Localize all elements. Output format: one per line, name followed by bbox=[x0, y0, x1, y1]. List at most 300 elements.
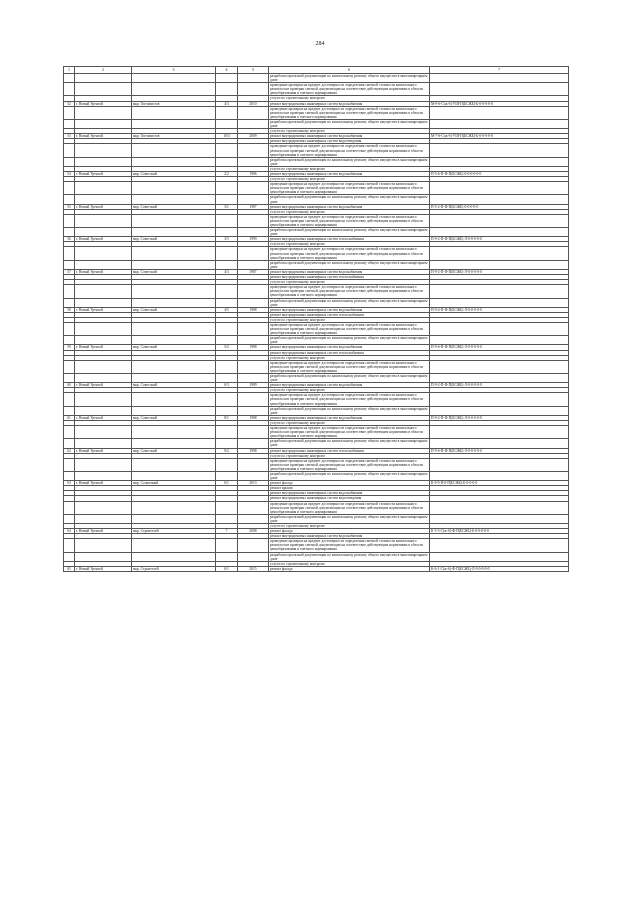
street-cell bbox=[132, 298, 216, 307]
building-code-cell bbox=[430, 119, 569, 128]
work-type-cell: ремонт внутридомовых инженерных систем водоснабжения bbox=[269, 491, 430, 496]
city-cell bbox=[75, 439, 132, 448]
header-cell: 5 bbox=[238, 67, 269, 74]
work-type-cell: услуги по строительному контролю bbox=[269, 420, 430, 425]
work-type-cell: услуги по строительному контролю bbox=[269, 355, 430, 360]
year-built-cell bbox=[238, 260, 269, 269]
work-type-cell: проведение проверки на предмет достоверности определения сметной стоимости капитального ремонта или проверки сметной документации на соответствие действующим нормативам в области ценообразования и сметного нормирования bbox=[269, 247, 430, 260]
street-cell: мкр. Советский bbox=[132, 307, 216, 312]
table-row bbox=[64, 119, 569, 128]
building-code-cell bbox=[430, 322, 569, 335]
work-type-cell: услуги по строительному контролю bbox=[269, 242, 430, 247]
work-type-cell: проведение проверки на предмет достоверности определения сметной стоимости капитального ремонта или проверки сметной документации на соответствие действующим нормативам в области ценообразования и сметного нормирования bbox=[269, 501, 430, 514]
row-number-cell: 60 bbox=[64, 383, 75, 388]
city-cell bbox=[75, 144, 132, 157]
house-number-cell: 4/5 bbox=[216, 307, 238, 312]
work-type-cell: ремонт внутридомовых инженерных систем водоснабжения bbox=[269, 307, 430, 312]
city-cell bbox=[75, 393, 132, 406]
street-cell bbox=[132, 458, 216, 471]
building-code-cell bbox=[430, 514, 569, 523]
work-type-cell: проведение проверки на предмет достоверности определения сметной стоимости капитального ремонта или проверки сметной документации на соответствие действующим нормативам в области ценообразования и сметного нормирования bbox=[269, 426, 430, 439]
row-number-cell bbox=[64, 393, 75, 406]
row-number-cell: 57 bbox=[64, 269, 75, 274]
city-cell: г. Новый Уренгой bbox=[75, 448, 132, 453]
row-number-cell bbox=[64, 501, 75, 514]
work-type-cell: ремонт внутридомовых инженерных систем теплоснабжения bbox=[269, 312, 430, 317]
house-number-cell bbox=[216, 74, 238, 83]
table-row bbox=[64, 134, 569, 139]
header-cell: 2 bbox=[75, 67, 132, 74]
row-number-cell bbox=[64, 157, 75, 166]
work-type-cell: услуги по строительному контролю bbox=[269, 317, 430, 322]
work-type-cell: разработка проектной документации по капитальному ремонту общего имущества в многоквартирном доме bbox=[269, 260, 430, 269]
table-row bbox=[64, 374, 569, 383]
house-number-cell: 6/3 bbox=[216, 383, 238, 388]
house-number-cell: 5/2 bbox=[216, 345, 238, 350]
header-cell: 1 bbox=[64, 67, 75, 74]
city-cell bbox=[75, 285, 132, 298]
street-cell bbox=[132, 552, 216, 561]
year-built-cell bbox=[238, 539, 269, 552]
work-type-cell: услуги по строительному контролю bbox=[269, 209, 430, 214]
building-code-cell: К-9-9-П-0-П(БСЖБ)-Б-0-0-0-0 bbox=[430, 481, 569, 486]
work-type-cell: ремонт внутридомовых инженерных систем водоснабжения bbox=[269, 383, 430, 388]
year-built-cell: 2015 bbox=[238, 566, 269, 571]
year-built-cell bbox=[238, 247, 269, 260]
building-code-cell: М-9-6-С(ж-б)-УШ-П(БСЖБ)-Б-0-0-0-0-0 bbox=[430, 101, 569, 106]
house-number-cell bbox=[216, 119, 238, 128]
city-cell bbox=[75, 83, 132, 96]
row-number-cell: 53 bbox=[64, 134, 75, 139]
building-code-cell: П-5-6-П-Ф-П(БСЖБ)-0-0-0-0-0-0 bbox=[430, 171, 569, 176]
building-code-cell bbox=[430, 360, 569, 373]
work-type-cell: разработка проектной документации по капитальному ремонту общего имущества в многоквартирном доме bbox=[269, 439, 430, 448]
header-cell: 7 bbox=[430, 67, 569, 74]
building-code-cell: К-5-3-С(ж-б)-Ф-П(БСЖБ)-Б-0-0-0-0-0 bbox=[430, 529, 569, 534]
street-cell bbox=[132, 471, 216, 480]
street-cell: мкр. Советский bbox=[132, 204, 216, 209]
work-type-cell: разработка проектной документации по капитальному ремонту общего имущества в многоквартирном доме bbox=[269, 406, 430, 415]
year-built-cell bbox=[238, 360, 269, 373]
year-built-cell bbox=[238, 374, 269, 383]
row-number-cell bbox=[64, 426, 75, 439]
table-row bbox=[64, 514, 569, 523]
row-number-cell bbox=[64, 144, 75, 157]
row-number-cell: 61 bbox=[64, 415, 75, 420]
house-number-cell bbox=[216, 144, 238, 157]
house-number-cell: 10/3 bbox=[216, 134, 238, 139]
table-row bbox=[64, 406, 569, 415]
house-number-cell bbox=[216, 501, 238, 514]
row-number-cell: 64 bbox=[64, 529, 75, 534]
street-cell bbox=[132, 393, 216, 406]
city-cell: г. Новый Уренгой bbox=[75, 415, 132, 420]
building-code-cell bbox=[430, 74, 569, 83]
row-number-cell bbox=[64, 374, 75, 383]
work-type-cell: разработка проектной документации по капитальному ремонту общего имущества в многоквартирном доме bbox=[269, 74, 430, 83]
city-cell bbox=[75, 406, 132, 415]
work-type-cell: ремонт внутридомовых инженерных систем теплоснабжения bbox=[269, 448, 430, 453]
year-built-cell bbox=[238, 182, 269, 195]
city-cell bbox=[75, 501, 132, 514]
city-cell: г. Новый Уренгой bbox=[75, 204, 132, 209]
house-number-cell bbox=[216, 471, 238, 480]
register-table bbox=[63, 66, 569, 572]
work-type-cell: ремонт внутридомовых инженерных систем водоотведения bbox=[269, 496, 430, 501]
house-number-cell bbox=[216, 552, 238, 561]
year-built-cell bbox=[238, 439, 269, 448]
year-built-cell bbox=[238, 228, 269, 237]
building-code-cell bbox=[430, 426, 569, 439]
street-cell bbox=[132, 182, 216, 195]
street-cell bbox=[132, 119, 216, 128]
page-number: 284 bbox=[315, 41, 325, 47]
year-built-cell bbox=[238, 426, 269, 439]
work-type-cell: ремонт фасада bbox=[269, 481, 430, 486]
house-number-cell: 4/3 bbox=[216, 269, 238, 274]
table-row bbox=[64, 74, 569, 83]
row-number-cell bbox=[64, 439, 75, 448]
year-built-cell: 1986 bbox=[238, 171, 269, 176]
year-built-cell bbox=[238, 285, 269, 298]
work-type-cell: ремонт внутридомовых инженерных систем водоснабжения bbox=[269, 269, 430, 274]
work-type-cell: проведение проверки на предмет достоверности определения сметной стоимости капитального ремонта или проверки сметной документации на соответствие действующим нормативам в области ценообразования и сметного нормирования bbox=[269, 83, 430, 96]
table-row bbox=[64, 458, 569, 471]
year-built-cell bbox=[238, 214, 269, 227]
work-type-cell: ремонт крыши bbox=[269, 486, 430, 491]
work-type-cell: проведение проверки на предмет достоверности определения сметной стоимости капитального ремонта или проверки сметной документации на соответствие действующим нормативам в области ценообразования и сметного нормирования bbox=[269, 539, 430, 552]
year-built-cell: 1999 bbox=[238, 237, 269, 242]
row-number-cell bbox=[64, 360, 75, 373]
house-number-cell bbox=[216, 360, 238, 373]
building-code-cell: М-7-6-С(ж-б)-УШ-П(БСЖБ)-Б-0-0-0-0-0 bbox=[430, 134, 569, 139]
house-number-cell bbox=[216, 228, 238, 237]
city-cell bbox=[75, 247, 132, 260]
street-cell bbox=[132, 539, 216, 552]
table-row bbox=[64, 566, 569, 571]
work-type-cell: ремонт внутридомовых инженерных систем теплоснабжения bbox=[269, 237, 430, 242]
street-cell bbox=[132, 336, 216, 345]
work-type-cell: ремонт фасада bbox=[269, 529, 430, 534]
house-number-cell bbox=[216, 406, 238, 415]
table-row bbox=[64, 228, 569, 237]
work-type-cell: разработка проектной документации по капитальному ремонту общего имущества в многоквартирном доме bbox=[269, 195, 430, 204]
city-cell bbox=[75, 426, 132, 439]
row-number-cell: 52 bbox=[64, 101, 75, 106]
year-built-cell: 2009 bbox=[238, 134, 269, 139]
table-row bbox=[64, 101, 569, 106]
house-number-cell bbox=[216, 298, 238, 307]
city-cell: г. Новый Уренгой bbox=[75, 307, 132, 312]
row-number-cell: 65 bbox=[64, 566, 75, 571]
table-row bbox=[64, 157, 569, 166]
header-cell: 4 bbox=[216, 67, 238, 74]
year-built-cell: 2010 bbox=[238, 101, 269, 106]
building-code-cell bbox=[430, 285, 569, 298]
work-type-cell: разработка проектной документации по капитальному ремонту общего имущества в многоквартирном доме bbox=[269, 298, 430, 307]
house-number-cell: 2/2 bbox=[216, 171, 238, 176]
year-built-cell bbox=[238, 195, 269, 204]
street-cell bbox=[132, 426, 216, 439]
building-code-cell: П-9-4-П-Ф-П(БСЖБ)-Л-0-0-0-0-0 bbox=[430, 307, 569, 312]
street-cell bbox=[132, 514, 216, 523]
building-code-cell bbox=[430, 247, 569, 260]
house-number-cell: 4/3 bbox=[216, 101, 238, 106]
row-number-cell bbox=[64, 336, 75, 345]
street-cell: мкр. Советский bbox=[132, 269, 216, 274]
year-built-cell bbox=[238, 144, 269, 157]
row-number-cell bbox=[64, 471, 75, 480]
city-cell: г. Новый Уренгой bbox=[75, 237, 132, 242]
street-cell bbox=[132, 74, 216, 83]
building-code-cell: П-5-2-П-Ф-П(БСЖБ)-0-0-0-0-0 bbox=[430, 204, 569, 209]
street-cell: мкр. Оптимистов bbox=[132, 134, 216, 139]
header-cell: 6 bbox=[269, 67, 430, 74]
building-code-cell bbox=[430, 458, 569, 471]
year-built-cell: 1987 bbox=[238, 204, 269, 209]
table-row bbox=[64, 393, 569, 406]
building-code-cell: П-9-6-П-Ф-П(БСЖБ)-Л-0-0-0-0-0 bbox=[430, 345, 569, 350]
street-cell bbox=[132, 501, 216, 514]
building-code-cell bbox=[430, 260, 569, 269]
building-code-cell bbox=[430, 552, 569, 561]
header-row bbox=[64, 67, 569, 74]
row-number-cell: 56 bbox=[64, 237, 75, 242]
house-number-cell bbox=[216, 514, 238, 523]
building-code-cell bbox=[430, 144, 569, 157]
building-code-cell bbox=[430, 228, 569, 237]
work-type-cell: ремонт внутридомовых инженерных систем теплоснабжения bbox=[269, 275, 430, 280]
work-type-cell: услуги по строительному контролю bbox=[269, 177, 430, 182]
table-row bbox=[64, 214, 569, 227]
city-cell bbox=[75, 298, 132, 307]
house-number-cell: 3/1 bbox=[216, 204, 238, 209]
table-row bbox=[64, 471, 569, 480]
building-code-cell bbox=[430, 214, 569, 227]
row-number-cell bbox=[64, 106, 75, 119]
city-cell bbox=[75, 260, 132, 269]
row-number-cell: 59 bbox=[64, 345, 75, 350]
city-cell: г. Новый Уренгой bbox=[75, 383, 132, 388]
table-row bbox=[64, 195, 569, 204]
work-type-cell: услуги по строительному контролю bbox=[269, 166, 430, 171]
row-number-cell bbox=[64, 514, 75, 523]
work-type-cell: услуги по строительному контролю bbox=[269, 96, 430, 101]
city-cell bbox=[75, 514, 132, 523]
building-code-cell: П-9-2-П-Ф-П(БСЖБ)-Л-0-0-0-0-0 bbox=[430, 415, 569, 420]
year-built-cell: 1988 bbox=[238, 345, 269, 350]
street-cell bbox=[132, 439, 216, 448]
table-row bbox=[64, 552, 569, 561]
work-type-cell: ремонт внутридомовых инженерных систем водоснабжения bbox=[269, 171, 430, 176]
work-type-cell: проведение проверки на предмет достоверности определения сметной стоимости капитального ремонта или проверки сметной документации на соответствие действующим нормативам в области ценообразования и сметного нормирования bbox=[269, 285, 430, 298]
row-number-cell: 63 bbox=[64, 481, 75, 486]
house-number-cell bbox=[216, 214, 238, 227]
street-cell: мкр. Советский bbox=[132, 448, 216, 453]
house-number-cell: 9/2 bbox=[216, 448, 238, 453]
building-code-cell: П-9-2-П-Ф-П(БСЖБ)-Л-0-0-0-0-0 bbox=[430, 383, 569, 388]
table-row bbox=[64, 260, 569, 269]
building-code-cell bbox=[430, 195, 569, 204]
work-type-cell: проведение проверки на предмет достоверности определения сметной стоимости капитального ремонта или проверки сметной документации на соответствие действующим нормативам в области ценообразования и сметного нормирования bbox=[269, 182, 430, 195]
house-number-cell bbox=[216, 195, 238, 204]
year-built-cell: 1988 bbox=[238, 307, 269, 312]
row-number-cell: 55 bbox=[64, 204, 75, 209]
building-code-cell: П-9-2-П-Ф-П(БСЖБ)-Л-0-0-0-0-0 bbox=[430, 269, 569, 274]
city-cell bbox=[75, 74, 132, 83]
building-code-cell bbox=[430, 406, 569, 415]
building-code-cell bbox=[430, 393, 569, 406]
building-code-cell bbox=[430, 106, 569, 119]
building-code-cell: К-6-1-С(ж-б)-Ф-П(БСЖБ)-Л-0-0-0-0-0 bbox=[430, 566, 569, 571]
street-cell: мкр. Строителей bbox=[132, 529, 216, 534]
house-number-cell bbox=[216, 260, 238, 269]
building-code-cell: П-9-2-П-Ф-П(БСЖБ)-Л-0-0-0-0-0 bbox=[430, 237, 569, 242]
row-number-cell: 54 bbox=[64, 171, 75, 176]
street-cell: мкр. Солнечный bbox=[132, 481, 216, 486]
table-body bbox=[64, 67, 569, 572]
work-type-cell: ремонт внутридомовых инженерных систем водоснабжения bbox=[269, 345, 430, 350]
city-cell bbox=[75, 374, 132, 383]
street-cell: мкр. Советский bbox=[132, 345, 216, 350]
street-cell: мкр. Советский bbox=[132, 415, 216, 420]
street-cell bbox=[132, 322, 216, 335]
house-number-cell: 7 bbox=[216, 529, 238, 534]
street-cell bbox=[132, 144, 216, 157]
table-row bbox=[64, 426, 569, 439]
city-cell bbox=[75, 214, 132, 227]
year-built-cell: 2013 bbox=[238, 481, 269, 486]
city-cell: г. Новый Уренгой bbox=[75, 481, 132, 486]
row-number-cell bbox=[64, 552, 75, 561]
street-cell: мкр. Советский bbox=[132, 383, 216, 388]
house-number-cell bbox=[216, 106, 238, 119]
year-built-cell bbox=[238, 552, 269, 561]
building-code-cell bbox=[430, 539, 569, 552]
work-type-cell: ремонт внутридомовых инженерных систем теплоснабжения bbox=[269, 350, 430, 355]
row-number-cell bbox=[64, 182, 75, 195]
row-number-cell: 62 bbox=[64, 448, 75, 453]
city-cell bbox=[75, 471, 132, 480]
row-number-cell bbox=[64, 74, 75, 83]
work-type-cell: ремонт внутридомовых инженерных систем водоотведения bbox=[269, 139, 430, 144]
house-number-cell bbox=[216, 439, 238, 448]
work-type-cell: разработка проектной документации по капитальному ремонту общего имущества в многоквартирном доме bbox=[269, 514, 430, 523]
table-row bbox=[64, 247, 569, 260]
year-built-cell bbox=[238, 322, 269, 335]
work-type-cell: проведение проверки на предмет достоверности определения сметной стоимости капитального ремонта или проверки сметной документации на соответствие действующим нормативам в области ценообразования и сметного нормирования bbox=[269, 393, 430, 406]
house-number-cell bbox=[216, 83, 238, 96]
city-cell bbox=[75, 322, 132, 335]
year-built-cell bbox=[238, 501, 269, 514]
city-cell bbox=[75, 157, 132, 166]
table-row bbox=[64, 539, 569, 552]
year-built-cell: 1987 bbox=[238, 269, 269, 274]
year-built-cell bbox=[238, 83, 269, 96]
street-cell bbox=[132, 195, 216, 204]
house-number-cell bbox=[216, 247, 238, 260]
city-cell bbox=[75, 182, 132, 195]
work-type-cell: разработка проектной документации по капитальному ремонту общего имущества в многоквартирном доме bbox=[269, 157, 430, 166]
building-code-cell bbox=[430, 298, 569, 307]
street-cell bbox=[132, 247, 216, 260]
row-number-cell bbox=[64, 285, 75, 298]
table-row bbox=[64, 501, 569, 514]
city-cell: г. Новый Уренгой bbox=[75, 171, 132, 176]
year-built-cell bbox=[238, 514, 269, 523]
city-cell bbox=[75, 539, 132, 552]
building-code-cell bbox=[430, 374, 569, 383]
work-type-cell: разработка проектной документации по капитальному ремонту общего имущества в многоквартирном доме bbox=[269, 552, 430, 561]
house-number-cell bbox=[216, 426, 238, 439]
header-cell: 3 bbox=[132, 67, 216, 74]
house-number-cell bbox=[216, 285, 238, 298]
work-type-cell: ремонт внутридомовых инженерных систем водоснабжения bbox=[269, 415, 430, 420]
year-built-cell bbox=[238, 393, 269, 406]
work-type-cell: ремонт внутридомовых инженерных систем водоснабжения bbox=[269, 534, 430, 539]
city-cell: г. Новый Уренгой bbox=[75, 269, 132, 274]
row-number-cell bbox=[64, 539, 75, 552]
street-cell bbox=[132, 83, 216, 96]
year-built-cell bbox=[238, 406, 269, 415]
work-type-cell: разработка проектной документации по капитальному ремонту общего имущества в многоквартирном доме bbox=[269, 228, 430, 237]
house-number-cell: 8/1 bbox=[216, 415, 238, 420]
house-number-cell bbox=[216, 336, 238, 345]
street-cell: мкр. Советский bbox=[132, 237, 216, 242]
table-row bbox=[64, 285, 569, 298]
house-number-cell: 3/5 bbox=[216, 237, 238, 242]
city-cell bbox=[75, 228, 132, 237]
house-number-cell: 6/1 bbox=[216, 566, 238, 571]
city-cell: г. Новый Уренгой bbox=[75, 566, 132, 571]
house-number-cell bbox=[216, 458, 238, 471]
city-cell bbox=[75, 119, 132, 128]
year-built-cell bbox=[238, 471, 269, 480]
work-type-cell: разработка проектной документации по капитальному ремонту общего имущества в многоквартирном доме bbox=[269, 119, 430, 128]
table-row bbox=[64, 322, 569, 335]
city-cell bbox=[75, 360, 132, 373]
row-number-cell bbox=[64, 260, 75, 269]
year-built-cell bbox=[238, 458, 269, 471]
work-type-cell: проведение проверки на предмет достоверности определения сметной стоимости капитального ремонта или проверки сметной документации на соответствие действующим нормативам в области ценообразования и сметного нормирования bbox=[269, 214, 430, 227]
row-number-cell: 58 bbox=[64, 307, 75, 312]
table-row bbox=[64, 83, 569, 96]
row-number-cell bbox=[64, 247, 75, 260]
work-type-cell: проведение проверки на предмет достоверности определения сметной стоимости капитального ремонта или проверки сметной документации на соответствие действующим нормативам в области ценообразования и сметного нормирования bbox=[269, 458, 430, 471]
street-cell bbox=[132, 228, 216, 237]
city-cell: г. Новый Уренгой bbox=[75, 529, 132, 534]
street-cell bbox=[132, 374, 216, 383]
house-number-cell bbox=[216, 182, 238, 195]
row-number-cell bbox=[64, 298, 75, 307]
work-type-cell: услуги по строительному контролю bbox=[269, 129, 430, 134]
table-row bbox=[64, 360, 569, 373]
city-cell: г. Новый Уренгой bbox=[75, 101, 132, 106]
year-built-cell: 1989 bbox=[238, 383, 269, 388]
street-cell bbox=[132, 406, 216, 415]
work-type-cell: услуги по строительному контролю bbox=[269, 524, 430, 529]
work-type-cell: проведение проверки на предмет достоверности определения сметной стоимости капитального ремонта или проверки сметной документации на соответствие действующим нормативам в области ценообразования и сметного нормирования bbox=[269, 144, 430, 157]
year-built-cell bbox=[238, 336, 269, 345]
table-row bbox=[64, 144, 569, 157]
year-built-cell bbox=[238, 157, 269, 166]
house-number-cell bbox=[216, 393, 238, 406]
work-type-cell: разработка проектной документации по капитальному ремонту общего имущества в многоквартирном доме bbox=[269, 471, 430, 480]
building-code-cell bbox=[430, 157, 569, 166]
year-built-cell bbox=[238, 298, 269, 307]
table-row bbox=[64, 336, 569, 345]
work-type-cell: ремонт фасада bbox=[269, 566, 430, 571]
